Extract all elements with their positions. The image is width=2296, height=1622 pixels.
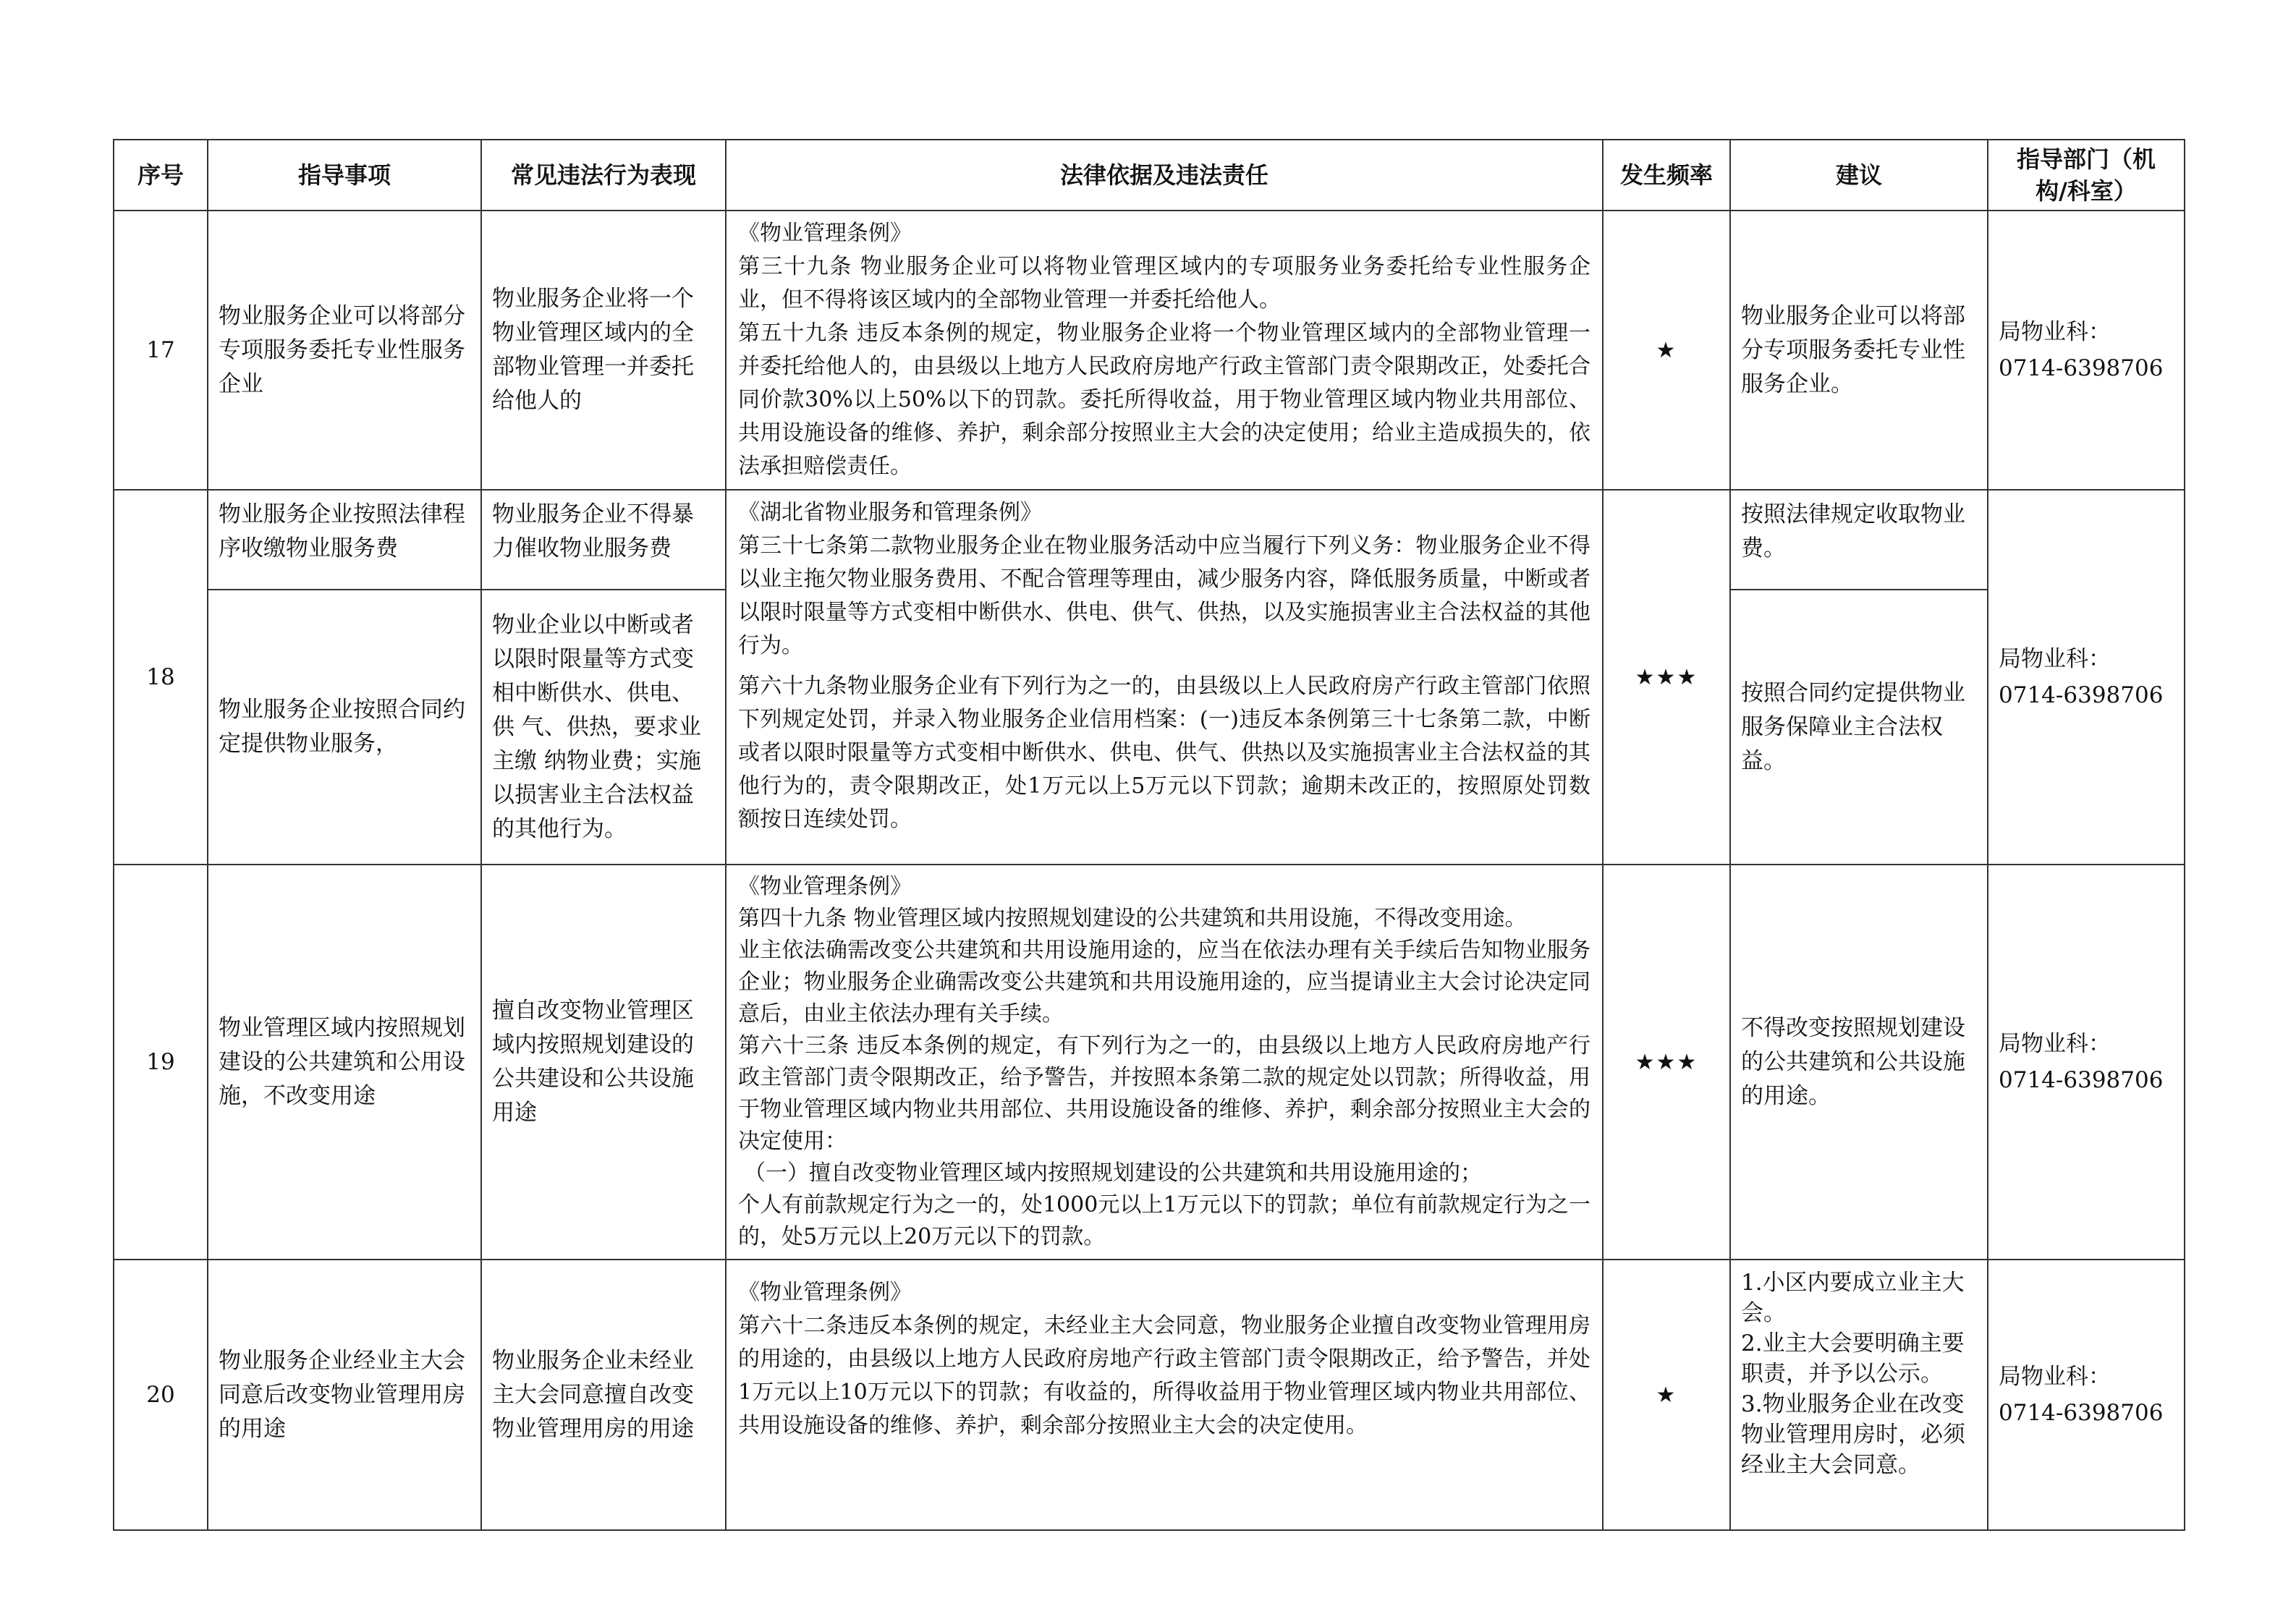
- col-header-law: 法律依据及违法责任: [726, 140, 1603, 211]
- law-paragraph: 第三十七条第二款物业服务企业在物业服务活动中应当履行下列义务：物业服务企业不得以业主拖欠物业服务费用、不配合管理等理由，减少服务内容，降低服务质量，中断或者以限时限量等方式变相中断供水、供电、供气、供热，以及实施损害业主合法权益的其他行为。: [738, 533, 1590, 658]
- department-name: 局物业科：: [1999, 1031, 2111, 1057]
- law-title: 《物业管理条例》: [738, 874, 912, 899]
- department-name: 局物业科：: [1999, 319, 2111, 345]
- header-row: [114, 140, 2185, 211]
- law-paragraph: 第五十九条 违反本条例的规定，物业服务企业将一个物业管理区域内的全部物业管理一并委托给他人的，由县级以上地方人民政府房地产行政主管部门责令限期改正，处委托合同价款30%以上50%以下的罚款。委托所得收益，用于物业管理区域内物业共用部位、共用设施设备的维修、养护，剩余部分按照业主大会的决定使用；给业主造成损失的，依法承担赔偿责任。: [738, 320, 1590, 479]
- frequency-stars: ★★★: [1603, 865, 1730, 1260]
- violation-behavior: 擅自改变物业管理区域内按照规划建设的公共建设和公共设施用途: [481, 865, 726, 1260]
- department: [1988, 1260, 2185, 1530]
- law-paragraph: 个人有前款规定行为之一的，处1000元以上1万元以下的罚款；单位有前款规定行为之一的，处5万元以上20万元以下的罚款。: [738, 1192, 1590, 1249]
- department-name: 局物业科：: [1999, 646, 2111, 672]
- table-row: [114, 490, 2185, 590]
- frequency-stars: ★: [1603, 1260, 1730, 1530]
- legal-basis: [726, 865, 1603, 1260]
- col-header-matter: 指导事项: [208, 140, 481, 211]
- violation-behavior: 物业服务企业未经业主大会同意擅自改变物业管理用房的用途: [481, 1260, 726, 1530]
- row-number: 19: [114, 865, 208, 1260]
- col-header-advice: 建议: [1730, 140, 1988, 211]
- row-number: 20: [114, 1260, 208, 1530]
- department-phone: 0714-6398706: [1999, 1067, 2164, 1093]
- department-name: 局物业科：: [1999, 1364, 2111, 1390]
- law-paragraph: 第三十九条 物业服务企业可以将物业管理区域内的专项服务业务委托给专业性服务企业，但不得将该区域内的全部物业管理一并委托给他人。: [738, 254, 1590, 313]
- department-phone: 0714-6398706: [1999, 355, 2164, 381]
- department: [1988, 490, 2185, 865]
- col-header-violation: 常见违法行为表现: [481, 140, 726, 211]
- table-row: [114, 865, 2185, 1260]
- guidance-matter: 物业服务企业按照法律程序收缴物业服务费: [208, 490, 481, 590]
- guidance-matter: 物业服务企业按照合同约定提供物业服务，: [208, 590, 481, 865]
- law-paragraph: 第六十二条违反本条例的规定，未经业主大会同意，物业服务企业擅自改变物业管理用房的用途的，由县级以上地方人民政府房地产行政主管部门责令限期改正，给予警告，并处1万元以上10万元以下的罚款；有收益的，所得收益用于物业管理区域内物业共用部位、共用设施设备的维修、养护，剩余部分按照业主大会的决定使用。: [738, 1313, 1590, 1438]
- department-phone: 0714-6398706: [1999, 1400, 2164, 1426]
- col-header-frequency: 发生频率: [1603, 140, 1730, 211]
- department: [1988, 865, 2185, 1260]
- advice: 按照法律规定收取物业费。: [1730, 490, 1988, 590]
- advice: 按照合同约定提供物业服务保障业主合法权益。: [1730, 590, 1988, 865]
- guidance-matter: 物业服务企业可以将部分专项服务委托专业性服务企业: [208, 211, 481, 490]
- law-paragraph: 第六十三条 违反本条例的规定，有下列行为之一的，由县级以上地方人民政府房地产行政主管部门责令限期改正，给予警告，并按照本条第二款的规定处以罚款；所得收益，用于物业管理区域内物业共用部位、共用设施设备的维修、养护，剩余部分按照业主大会的决定使用：: [738, 1033, 1590, 1154]
- law-paragraph: （一）擅自改变物业管理区域内按照规划建设的公共建筑和共用设施用途的；: [744, 1160, 1482, 1186]
- law-title: 《物业管理条例》: [738, 221, 912, 246]
- legal-basis: [726, 490, 1603, 865]
- law-paragraph: 业主依法确需改变公共建筑和共用设施用途的，应当在依法办理有关手续后告知物业服务企业；物业服务企业确需改变公共建筑和共用设施用途的，应当提请业主大会讨论决定同意后，由业主依法办理有关手续。: [738, 938, 1590, 1027]
- guidance-matter: 物业服务企业经业主大会同意后改变物业管理用房的用途: [208, 1260, 481, 1530]
- frequency-stars: ★★★: [1603, 490, 1730, 865]
- table-row: [114, 211, 2185, 490]
- department-phone: 0714-6398706: [1999, 682, 2164, 708]
- advice: 物业服务企业可以将部分专项服务委托专业性服务企业。: [1730, 211, 1988, 490]
- violation-behavior: 物业企业以中断或者以限时限量等方式变相中断供水、供电、供 气、供热，要求业主缴 纳物业费；实施以损害业主合法权益的其他行为。: [481, 590, 726, 865]
- frequency-stars: ★: [1603, 211, 1730, 490]
- advice: 不得改变按照规划建设的公共建筑和公共设施的用途。: [1730, 865, 1988, 1260]
- advice-item: 3.物业服务企业在改变物业管理用房时，必须经业主大会同意。: [1741, 1391, 1965, 1478]
- advice-item: 1.小区内要成立业主大会。: [1741, 1270, 1965, 1326]
- table-row: [114, 1260, 2185, 1530]
- violation-behavior: 物业服务企业不得暴力催收物业服务费: [481, 490, 726, 590]
- legal-basis: [726, 1260, 1603, 1530]
- col-header-no: 序号: [114, 140, 208, 211]
- law-paragraph: 第六十九条物业服务企业有下列行为之一的，由县级以上人民政府房产行政主管部门依照下列规定处罚，并录入物业服务企业信用档案：(一)违反本条例第三十七条第二款，中断或者以限时限量等方式变相中断供水、供电、供气、供热以及实施损害业主合法权益的其他行为的，责令限期改正，处1万元以上5万元以下罚款；逾期未改正的，按照原处罚数额按日连续处罚。: [738, 674, 1590, 832]
- guidance-matter: 物业管理区域内按照规划建设的公共建筑和公用设施，不改变用途: [208, 865, 481, 1260]
- law-title: 《湖北省物业服务和管理条例》: [738, 500, 1042, 525]
- law-paragraph: 第四十九条 物业管理区域内按照规划建设的公共建筑和共用设施，不得改变用途。: [738, 906, 1527, 931]
- guidance-table: [113, 139, 2185, 1531]
- department: [1988, 211, 2185, 490]
- row-number: 18: [114, 490, 208, 865]
- violation-behavior: 物业服务企业将一个物业管理区域内的全部物业管理一并委托给他人的: [481, 211, 726, 490]
- advice-list: [1730, 1260, 1988, 1530]
- row-number: 17: [114, 211, 208, 490]
- advice-item: 2.业主大会要明确主要职责，并予以公示。: [1741, 1330, 1965, 1387]
- legal-basis: [726, 211, 1603, 490]
- law-title: 《物业管理条例》: [738, 1280, 912, 1305]
- col-header-department: 指导部门（机构/科室）: [1988, 140, 2185, 211]
